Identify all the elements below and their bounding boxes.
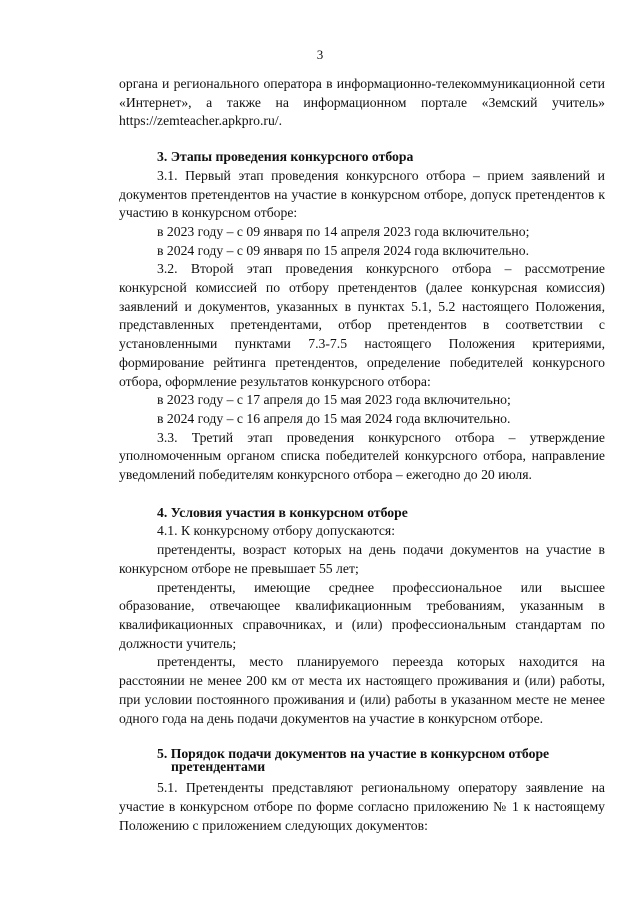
section-5-heading [119, 747, 605, 773]
section-4-item-relocation: претенденты, место планируемого переезда которых находится на расстоянии не менее 200 км от места их настоящего проживания и (или) работы, при условии постоянного проживания и (или) работы в указанном месте не менее одного года на день подачи документов на участие в конкурсном отборе. [119, 654, 605, 726]
section-5-heading-line-2: претендентами [171, 759, 266, 775]
section-3-3-paragraph: 3.3. Третий этап проведения конкурсного отбора – утверждение уполномоченным органом списка победителей конкурсного отбора, направление уведомлений победителям конкурсного отбора – ежегодно до 20 июля. [119, 429, 605, 483]
section-4-item-education: претенденты, имеющие среднее профессиональное или высшее образование, отвечающее квалификационным требованиям, указанным в квалификационных справочниках, и (или) профессиональным стандартам по должности учитель; [119, 579, 605, 651]
section-3-1-period-2023: в 2023 году – с 09 января по 14 апреля 2023 года включительно; [157, 223, 530, 239]
section-4-1-paragraph: 4.1. К конкурсному отбору допускаются: [157, 523, 395, 539]
page-number: 3 [316, 47, 324, 62]
section-5-1-paragraph: 5.1. Претенденты представляют региональному оператору заявление на участие в конкурсном отборе по форме согласно приложению № 1 к настоящему Положению с приложением следующих документов: [119, 780, 605, 833]
section-3-2-period-2024: в 2024 году – с 16 апреля до 15 мая 2024 года включительно. [157, 410, 511, 426]
section-3-2-paragraph: 3.2. Второй этап проведения конкурсного отбора – рассмотрение конкурсной комиссией по отбору претендентов (далее конкурсная комиссия) заявлений и документов, указанных в пунктах 5.1, 5.2 настоящего Положения, представленных претендентами, отбор претендентов в соответствии с установленными пунктами 7.3-7.5 настоящего Положения критериями, формирование рейтинга претендентов, определение победителей конкурсного отбора, оформление результатов конкурсного отбора: [119, 261, 605, 389]
document-body [119, 75, 605, 835]
section-4-heading: 4. Условия участия в конкурсном отборе [157, 504, 408, 520]
section-4-item-age: претенденты, возраст которых на день подачи документов на участие в конкурсном отборе не превышает 55 лет; [119, 542, 605, 576]
intro-paragraph: органа и регионального оператора в информационно-телекоммуникационной сети «Интернет», а также на информационном портале «Земский учитель» https://zemteacher.apkpro.ru/. [119, 76, 605, 129]
section-3-heading: 3. Этапы проведения конкурсного отбора [157, 149, 414, 165]
section-3-1-period-2024: в 2024 году – с 09 января по 15 апреля 2024 года включительно. [157, 242, 529, 258]
section-3-1-paragraph: 3.1. Первый этап проведения конкурсного отбора – прием заявлений и документов претендентов на участие в конкурсном отборе, допуск претендентов к участию в конкурсном отборе: [119, 167, 605, 221]
section-3-2-period-2023: в 2023 году – с 17 апреля до 15 мая 2023 года включительно; [157, 392, 511, 408]
section-5-heading-line-1: 5. Порядок подачи документов на участие в конкурсном отборе [157, 746, 550, 762]
